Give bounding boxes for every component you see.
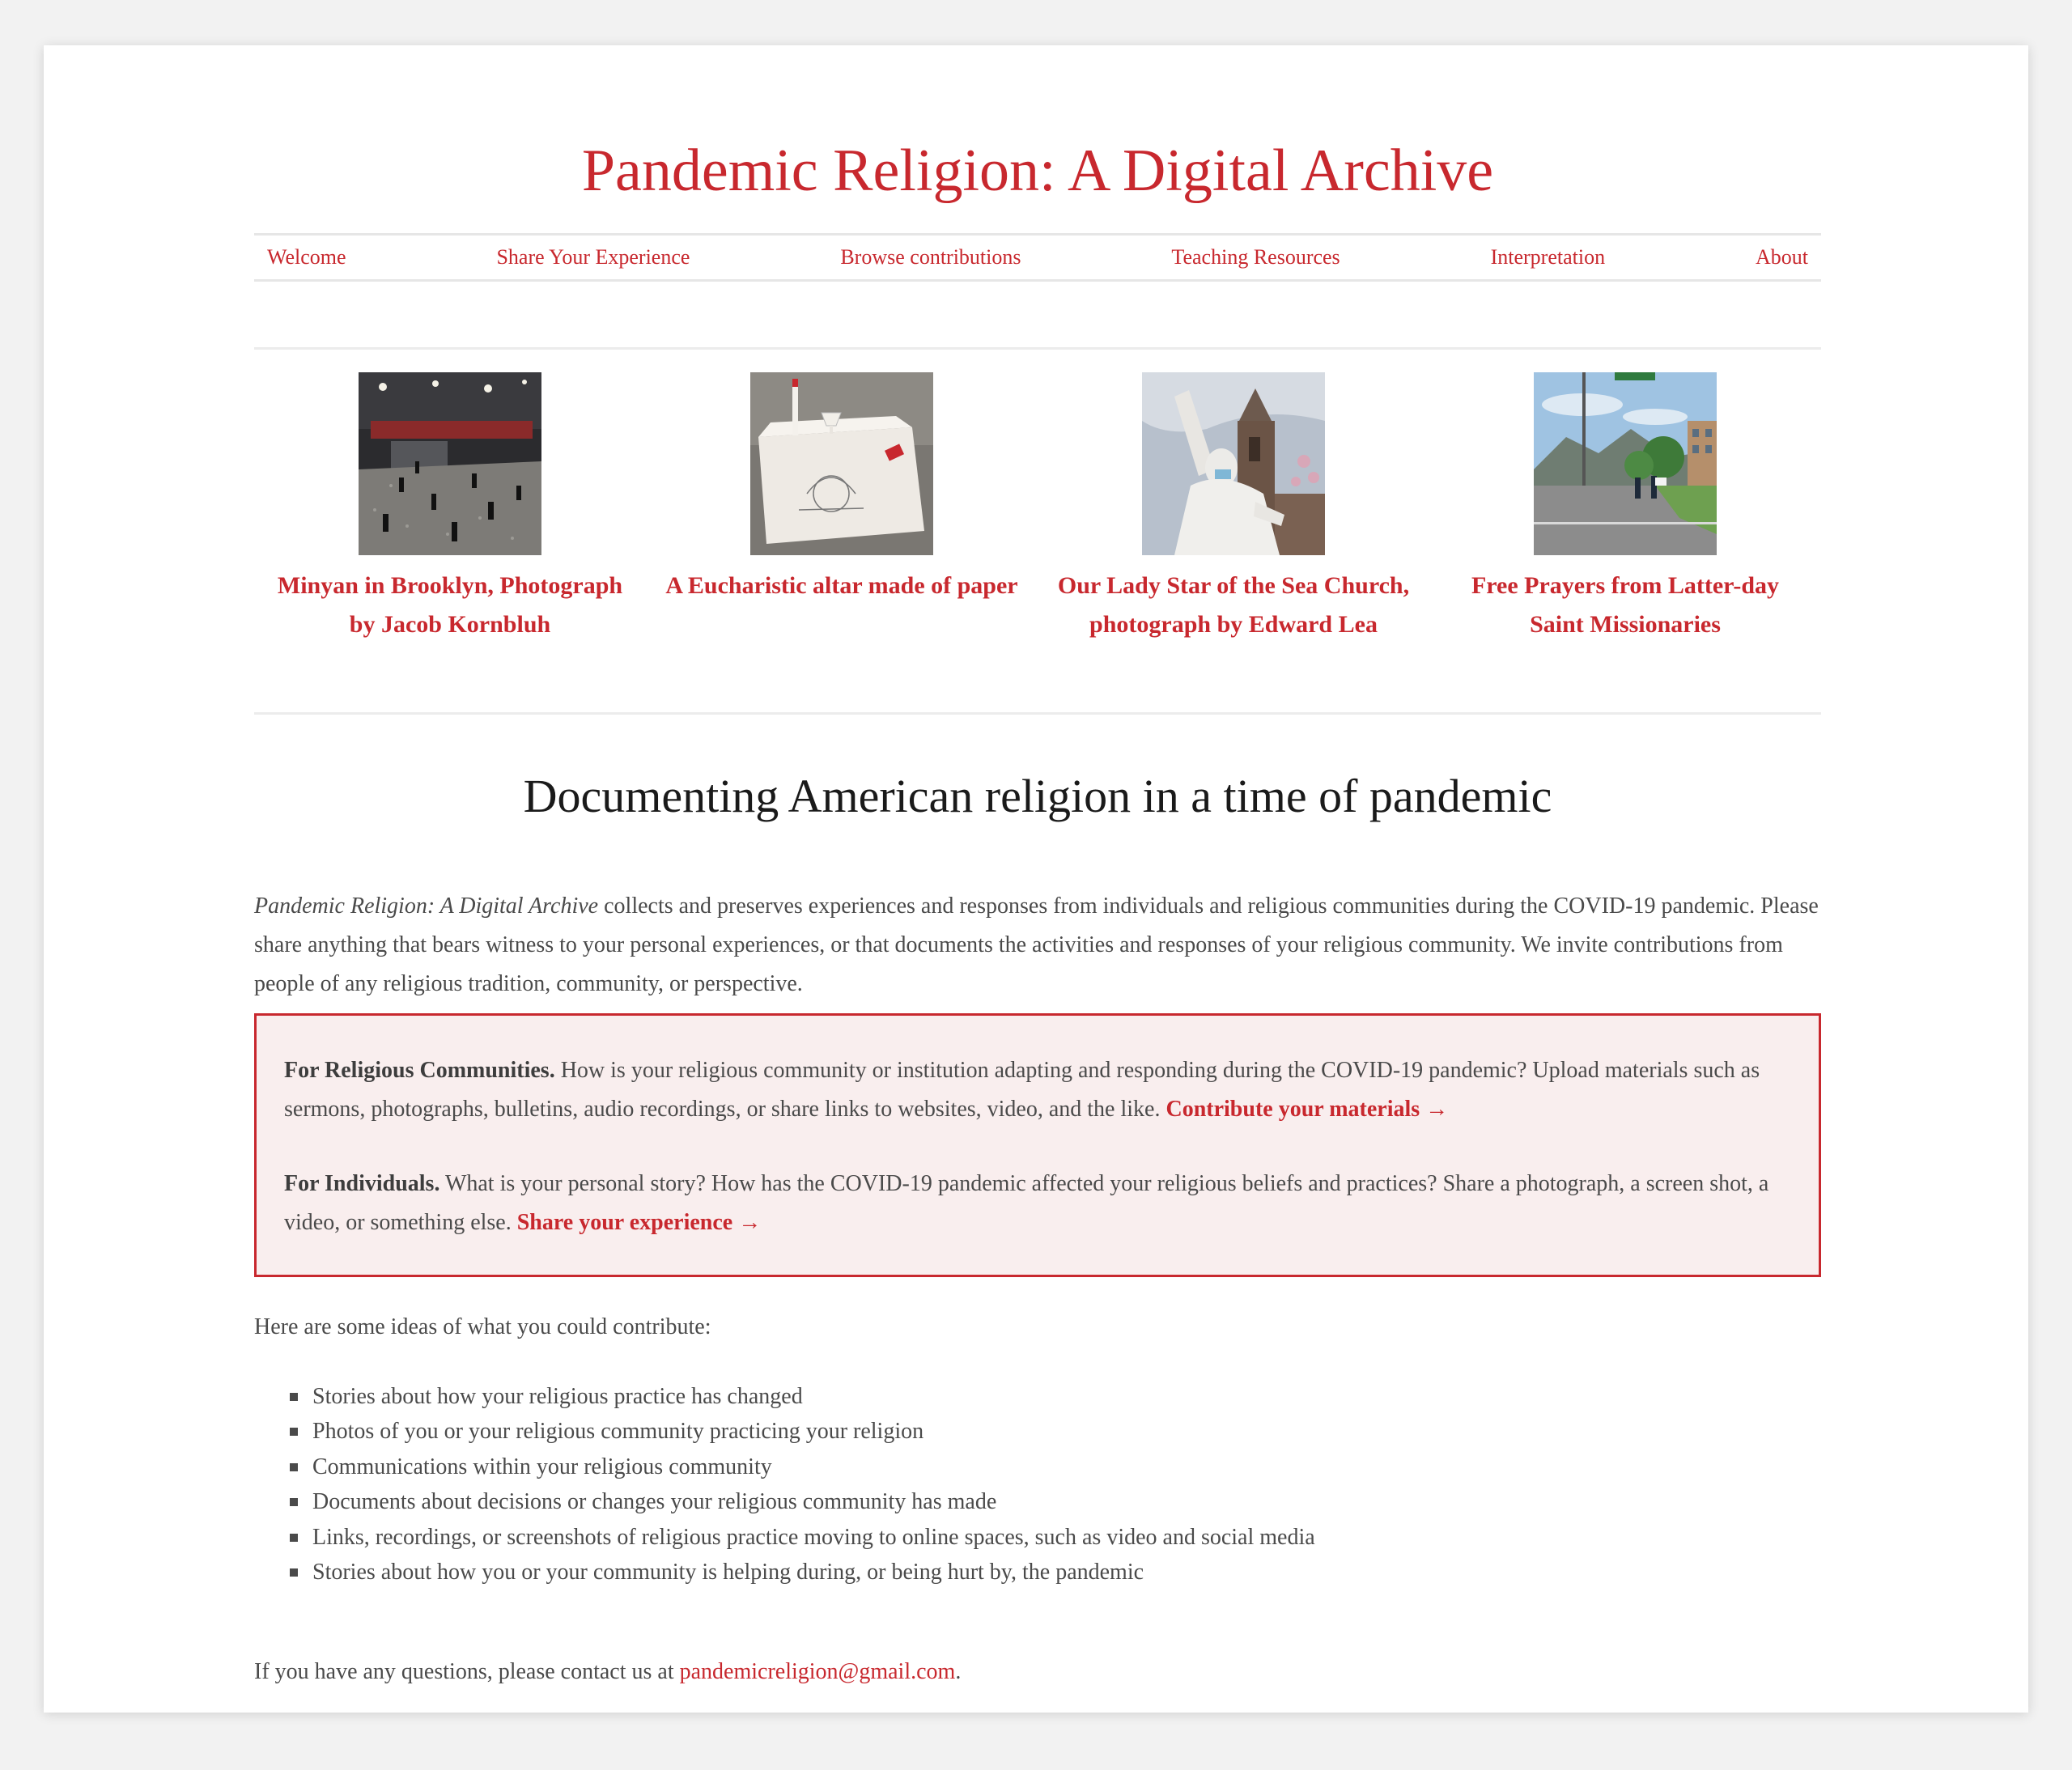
paper-altar-photo[interactable]	[750, 372, 933, 555]
roadside-missionaries-photo[interactable]	[1534, 372, 1717, 555]
divider	[254, 347, 1821, 350]
contribute-materials-link[interactable]: Contribute your materials →	[1166, 1097, 1449, 1122]
list-item: Links, recordings, or screenshots of religious practice moving to online spaces, such as video and social media	[254, 1520, 1821, 1555]
featured-item-title[interactable]: A Eucharistic altar made of paper	[665, 572, 1018, 599]
featured-item	[646, 372, 1038, 712]
intro-text: collects and preserves experiences and responses from individuals and religious communities during the COVID-19 pandemic. Please share anything that bears witness to your personal experiences, or that documents the activities and responses of your religious community. We invite contributions from people of any religious tradition, community, or perspective.	[254, 893, 1819, 996]
nav-about[interactable]: About	[1756, 245, 1808, 269]
nav-browse-contributions[interactable]: Browse contributions	[840, 245, 1021, 269]
individuals-paragraph	[284, 1165, 1791, 1242]
list-item: Photos of you or your religious community practicing your religion	[254, 1414, 1821, 1449]
featured-item	[1038, 372, 1429, 712]
featured-item	[1429, 372, 1821, 712]
page-headline: Documenting American religion in a time of pandemic	[523, 770, 1552, 822]
contact-email-link[interactable]: pandemicreligion@gmail.com	[679, 1659, 956, 1684]
featured-items	[254, 372, 1821, 712]
contribute-callout	[254, 1013, 1821, 1277]
share-experience-link[interactable]: Share your experience →	[516, 1210, 762, 1235]
nav-teaching-resources[interactable]: Teaching Resources	[1171, 245, 1340, 269]
featured-item-title[interactable]: Free Prayers from Latter-day Saint Missionaries	[1471, 572, 1780, 638]
individuals-label: For Individuals.	[284, 1171, 440, 1196]
masked-statue-church-photo[interactable]	[1142, 372, 1325, 555]
communities-text: How is your religious community or institution adapting and responding during the COVID-19 pandemic? Upload materials such as sermons, photographs, bulletins, audio recordings, or share links to websites, video, and the like.	[284, 1058, 1760, 1122]
communities-paragraph	[284, 1051, 1791, 1129]
contact-end: .	[955, 1659, 962, 1684]
individuals-text: What is your personal story? How has the COVID-19 pandemic affected your religious beliefs and practices? Share a photograph, a screen shot, a video, or something else.	[284, 1171, 1769, 1235]
nav-interpretation[interactable]: Interpretation	[1490, 245, 1606, 269]
communities-label: For Religious Communities.	[284, 1058, 555, 1083]
list-item: Stories about how you or your community is helping during, or being hurt by, the pandemic	[254, 1555, 1821, 1590]
page-card	[44, 45, 2028, 1713]
main-nav	[254, 233, 1821, 282]
ideas-intro: Here are some ideas of what you could contribute:	[254, 1314, 711, 1339]
nav-welcome[interactable]: Welcome	[267, 245, 346, 269]
nav-share-your-experience[interactable]: Share Your Experience	[496, 245, 690, 269]
contact-text: If you have any questions, please contact us at	[254, 1659, 680, 1684]
site-title[interactable]: Pandemic Religion: A Digital Archive	[581, 138, 1494, 204]
list-item: Communications within your religious community	[254, 1450, 1821, 1484]
intro-archive-title: Pandemic Religion: A Digital Archive	[254, 893, 599, 919]
featured-item-title[interactable]: Minyan in Brooklyn, Photograph by Jacob Kornbluh	[277, 572, 623, 638]
featured-item-title[interactable]: Our Lady Star of the Sea Church, photograph by Edward Lea	[1057, 572, 1410, 638]
featured-item	[254, 372, 646, 712]
intro-paragraph	[254, 887, 1821, 1004]
list-item: Stories about how your religious practice has changed	[254, 1379, 1821, 1414]
divider	[254, 712, 1821, 715]
list-item: Documents about decisions or changes your religious community has made	[254, 1484, 1821, 1519]
ideas-list	[254, 1379, 1821, 1590]
contact-paragraph	[254, 1653, 1821, 1691]
night-street-minyan-photo[interactable]	[359, 372, 541, 555]
